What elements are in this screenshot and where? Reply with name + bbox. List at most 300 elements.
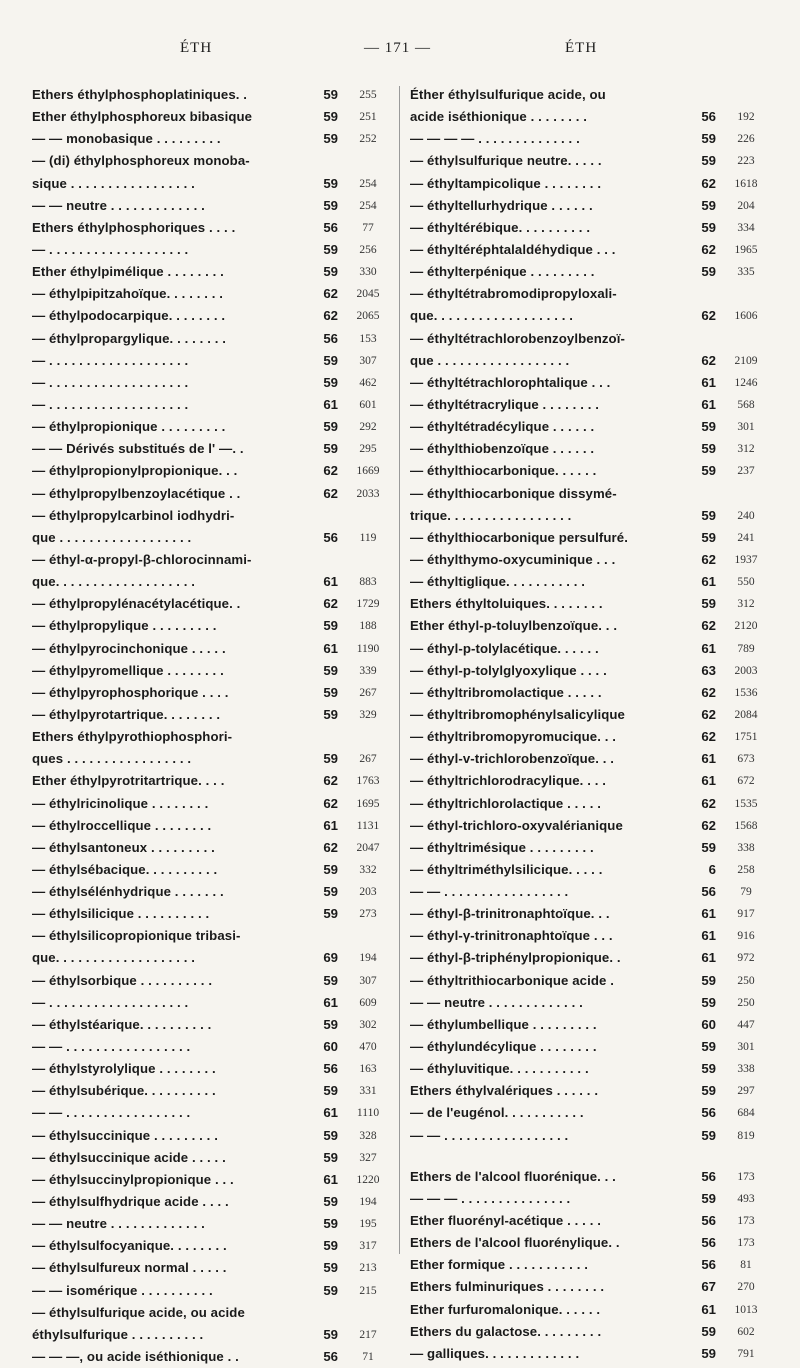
entry-volume: 56 xyxy=(701,1168,716,1184)
index-entry xyxy=(32,1125,390,1147)
entry-volume: 59 xyxy=(323,884,338,900)
entry-page: 240 xyxy=(737,509,755,522)
entry-volume: 61 xyxy=(323,396,338,412)
entry-page: 250 xyxy=(737,996,755,1009)
entry-volume: 62 xyxy=(323,596,338,612)
index-entry xyxy=(410,239,768,261)
entry-term: — éthylstyrolylique . . . . . . . . xyxy=(32,1061,216,1077)
entry-term: Ether éthylpyrotritartrique. . . . xyxy=(32,773,225,789)
index-entry xyxy=(32,217,390,239)
entry-volume: 6 xyxy=(708,861,716,877)
entry-page: 335 xyxy=(737,266,755,279)
entry-page: 328 xyxy=(359,1129,377,1142)
entry-term: que . . . . . . . . . . . . . . . . . . xyxy=(410,352,570,368)
entry-volume: 59 xyxy=(701,419,716,435)
page-header xyxy=(0,40,800,64)
entry-volume: 59 xyxy=(323,1127,338,1143)
entry-volume: 62 xyxy=(701,817,716,833)
entry-page: 789 xyxy=(737,642,755,655)
entry-term: Ether furfuromalonique. . . . . . xyxy=(410,1301,601,1317)
entry-page: 568 xyxy=(737,398,755,411)
entry-term: — éthylpodocarpique. . . . . . . . xyxy=(32,308,226,324)
index-entry xyxy=(32,992,390,1014)
index-entry xyxy=(32,1257,390,1279)
entry-term: — éthyltétrachlorophtalique . . . xyxy=(410,374,611,390)
entry-term: que . . . . . . . . . . . . . . . . . . xyxy=(32,529,192,545)
entry-term: — éthyl-β-triphénylpropionique. . xyxy=(410,950,621,966)
index-entry xyxy=(32,571,390,593)
entry-volume: 61 xyxy=(701,574,716,590)
entry-term: sique . . . . . . . . . . . . . . . . . xyxy=(32,175,195,191)
entry-page: 1965 xyxy=(734,243,758,256)
entry-page: 173 xyxy=(737,1237,755,1250)
entry-page: 301 xyxy=(737,1041,755,1054)
entry-volume: 59 xyxy=(323,1149,338,1165)
index-entry xyxy=(32,837,390,859)
entry-term: ques . . . . . . . . . . . . . . . . . xyxy=(32,751,192,767)
index-entry xyxy=(32,505,390,527)
index-entry xyxy=(410,483,768,505)
entry-term: — éthylpyrophosphorique . . . . xyxy=(32,684,229,700)
entry-page: 917 xyxy=(737,908,755,921)
entry-volume: 59 xyxy=(701,1061,716,1077)
entry-volume: 59 xyxy=(323,131,338,147)
entry-term: — éthyltribromophénylsalicylique xyxy=(410,706,625,722)
entry-term: — éthyluvitique. . . . . . . . . . . xyxy=(410,1061,589,1077)
index-entry xyxy=(410,1299,768,1321)
entry-volume: 59 xyxy=(323,241,338,257)
entry-page: 307 xyxy=(359,354,377,367)
entry-page: 2065 xyxy=(356,310,380,323)
entry-volume: 59 xyxy=(323,374,338,390)
entry-page: 251 xyxy=(359,111,377,124)
entry-page: 188 xyxy=(359,620,377,633)
entry-volume: 63 xyxy=(701,662,716,678)
entry-term: — éthyltriméthylsilicique. . . . . xyxy=(410,861,603,877)
entry-volume: 62 xyxy=(323,839,338,855)
entry-page: 470 xyxy=(359,1041,377,1054)
entry-volume: 62 xyxy=(701,684,716,700)
entry-page: 1190 xyxy=(356,642,380,655)
entry-term: — éthylundécylique . . . . . . . . xyxy=(410,1039,597,1055)
entry-page: 273 xyxy=(359,908,377,921)
index-entry xyxy=(32,1302,390,1324)
entry-term: — éthylsorbique . . . . . . . . . . xyxy=(32,972,213,988)
entry-volume: 61 xyxy=(701,950,716,966)
index-entry xyxy=(410,1232,768,1254)
index-entry xyxy=(410,128,768,150)
entry-volume: 59 xyxy=(323,1260,338,1276)
entry-term: Ethers éthylpyrothiophosphori- xyxy=(32,729,233,745)
index-entry xyxy=(32,859,390,881)
entry-page: 252 xyxy=(359,133,377,146)
index-entry xyxy=(32,150,390,172)
index-entry xyxy=(32,195,390,217)
index-entry xyxy=(32,638,390,660)
entry-volume: 61 xyxy=(701,640,716,656)
entry-volume: 62 xyxy=(701,706,716,722)
index-entry xyxy=(410,925,768,947)
entry-page: 334 xyxy=(737,221,755,234)
index-entry xyxy=(32,726,390,748)
entry-volume: 61 xyxy=(701,751,716,767)
entry-page: 330 xyxy=(359,266,377,279)
entry-page: 2120 xyxy=(734,620,758,633)
entry-term: acide iséthionique . . . . . . . . xyxy=(410,109,588,125)
entry-volume: 59 xyxy=(323,1194,338,1210)
entry-volume: 62 xyxy=(323,286,338,302)
entry-term: Ethers de l'alcool fluorénylique. . xyxy=(410,1235,620,1251)
entry-term: — éthyl-β-trinitronaphtoïque. . . xyxy=(410,906,610,922)
index-entry xyxy=(32,1346,390,1368)
entry-volume: 59 xyxy=(701,507,716,523)
index-entry xyxy=(32,1213,390,1235)
entry-volume: 62 xyxy=(323,463,338,479)
index-entry xyxy=(32,350,390,372)
index-entry xyxy=(410,1254,768,1276)
entry-term: — éthylpropionique . . . . . . . . . xyxy=(32,419,226,435)
index-entry xyxy=(410,372,768,394)
entry-page: 302 xyxy=(359,1018,377,1031)
entry-volume: 59 xyxy=(323,972,338,988)
entry-term: — éthylpipitzahoïque. . . . . . . . xyxy=(32,286,224,302)
entry-term: éthylsulfurique . . . . . . . . . . xyxy=(32,1326,204,1342)
index-entry xyxy=(410,438,768,460)
index-entry xyxy=(32,903,390,925)
index-entry xyxy=(410,748,768,770)
entry-volume: 59 xyxy=(701,1323,716,1339)
index-entry xyxy=(32,682,390,704)
entry-term: — éthyltétradécylique . . . . . . xyxy=(410,419,595,435)
entry-volume: 59 xyxy=(701,596,716,612)
entry-term: — éthyltellurhydrique . . . . . . xyxy=(410,197,593,213)
entry-page: 307 xyxy=(359,974,377,987)
entry-volume: 62 xyxy=(701,241,716,257)
index-column-right xyxy=(410,84,768,1365)
entry-term: — éthylsulfurique neutre. . . . . xyxy=(410,153,602,169)
entry-term: — éthyltétracrylique . . . . . . . . xyxy=(410,396,600,412)
index-entry xyxy=(410,1343,768,1365)
entry-page: 163 xyxy=(359,1063,377,1076)
index-entry xyxy=(410,1058,768,1080)
entry-term: — éthylpyrocinchonique . . . . . xyxy=(32,640,226,656)
entry-term: — éthyl-α-propyl-β-chlorocinnami- xyxy=(32,551,252,567)
entry-term: Ether fluorényl-acétique . . . . . xyxy=(410,1213,601,1229)
entry-term: — — monobasique . . . . . . . . . xyxy=(32,131,221,147)
index-entry xyxy=(32,925,390,947)
entry-volume: 59 xyxy=(701,1190,716,1206)
entry-volume: 61 xyxy=(701,396,716,412)
running-head-right: ÉTH xyxy=(565,40,598,56)
entry-volume: 59 xyxy=(323,684,338,700)
index-entry xyxy=(410,660,768,682)
entry-page: 447 xyxy=(737,1018,755,1031)
entry-term: Ethers du galactose. . . . . . . . . xyxy=(410,1323,602,1339)
entry-term: — éthyltiglique. . . . . . . . . . . xyxy=(410,574,586,590)
entry-page: 194 xyxy=(359,1196,377,1209)
entry-volume: 59 xyxy=(323,1216,338,1232)
entry-page: 267 xyxy=(359,686,377,699)
index-entry xyxy=(32,305,390,327)
entry-volume: 59 xyxy=(701,1039,716,1055)
entry-page: 213 xyxy=(359,1262,377,1275)
entry-term: — (di) éthylphosphoreux monoba- xyxy=(32,153,250,169)
entry-term: — éthylsilicique . . . . . . . . . . xyxy=(32,906,210,922)
entry-page: 332 xyxy=(359,863,377,876)
index-entry xyxy=(32,1235,390,1257)
entry-volume: 56 xyxy=(701,109,716,125)
index-entry xyxy=(32,947,390,969)
entry-volume: 59 xyxy=(323,906,338,922)
index-entry xyxy=(32,416,390,438)
entry-term: — éthyltérébique. . . . . . . . . . xyxy=(410,219,591,235)
index-entry xyxy=(410,283,768,305)
index-entry xyxy=(410,615,768,637)
entry-page: 223 xyxy=(737,155,755,168)
entry-volume: 61 xyxy=(323,817,338,833)
entry-term: — de l'eugénol. . . . . . . . . . . xyxy=(410,1105,584,1121)
entry-volume: 60 xyxy=(323,1039,338,1055)
entry-volume: 59 xyxy=(701,463,716,479)
index-entry xyxy=(32,527,390,549)
index-column-left xyxy=(32,84,390,1368)
entry-term: — . . . . . . . . . . . . . . . . . . . xyxy=(32,396,189,412)
entry-page: 1751 xyxy=(734,731,758,744)
entry-page: 258 xyxy=(737,863,755,876)
entry-page: 672 xyxy=(737,775,755,788)
entry-term: — éthyltrimésique . . . . . . . . . xyxy=(410,839,594,855)
entry-page: 2045 xyxy=(356,288,380,301)
entry-term: Ethers éthyltoluiques. . . . . . . . xyxy=(410,596,603,612)
index-entry xyxy=(410,970,768,992)
index-entry xyxy=(410,571,768,593)
entry-page: 301 xyxy=(737,421,755,434)
entry-term: que. . . . . . . . . . . . . . . . . . . xyxy=(32,950,196,966)
entry-volume: 69 xyxy=(323,950,338,966)
entry-page: 237 xyxy=(737,465,755,478)
entry-page: 317 xyxy=(359,1240,377,1253)
entry-page: 602 xyxy=(737,1325,755,1338)
entry-term: — éthyl-trichloro-oxyvalérianique xyxy=(410,817,623,833)
index-entry xyxy=(410,416,768,438)
index-entry xyxy=(410,328,768,350)
entry-term: Ethers éthylphosphoriques . . . . xyxy=(32,219,236,235)
entry-page: 609 xyxy=(359,996,377,1009)
index-entry xyxy=(410,1036,768,1058)
entry-volume: 62 xyxy=(323,773,338,789)
entry-volume: 59 xyxy=(701,529,716,545)
entry-volume: 56 xyxy=(323,529,338,545)
entry-page: 1729 xyxy=(356,598,380,611)
entry-term: — éthyltétrabromodipropyloxali- xyxy=(410,286,617,302)
index-entry xyxy=(410,261,768,283)
entry-term: — éthyltéréphtalaldéhydique . . . xyxy=(410,241,616,257)
entry-volume: 56 xyxy=(701,1105,716,1121)
index-entry xyxy=(32,328,390,350)
entry-term: — — —, ou acide iséthionique . . xyxy=(32,1349,239,1365)
entry-volume: 56 xyxy=(323,330,338,346)
index-entry xyxy=(410,505,768,527)
entry-volume: 61 xyxy=(323,640,338,656)
entry-page: 203 xyxy=(359,886,377,899)
entry-term: — — neutre . . . . . . . . . . . . . xyxy=(410,994,583,1010)
entry-term: — éthylthiobenzoïque . . . . . . xyxy=(410,441,595,457)
entry-page: 270 xyxy=(737,1281,755,1294)
index-entry xyxy=(410,1102,768,1124)
entry-term: — — — . . . . . . . . . . . . . . . xyxy=(410,1190,571,1206)
entry-volume: 59 xyxy=(701,1083,716,1099)
index-entry xyxy=(410,1166,768,1188)
entry-page: 1618 xyxy=(734,177,758,190)
index-entry xyxy=(32,106,390,128)
entry-volume: 62 xyxy=(701,308,716,324)
entry-term: — . . . . . . . . . . . . . . . . . . . xyxy=(32,241,189,257)
entry-page: 2003 xyxy=(734,664,758,677)
index-entry xyxy=(410,859,768,881)
column-divider xyxy=(399,86,400,1254)
entry-term: — éthylsuccinylpropionique . . . xyxy=(32,1171,234,1187)
entry-page: 1763 xyxy=(356,775,380,788)
entry-page: 255 xyxy=(359,89,377,101)
index-entry xyxy=(410,815,768,837)
entry-term: que. . . . . . . . . . . . . . . . . . . xyxy=(32,574,196,590)
index-entry xyxy=(32,394,390,416)
index-entry xyxy=(32,1191,390,1213)
entry-volume: 59 xyxy=(323,175,338,191)
entry-term: — éthylsilicopropionique tribasi- xyxy=(32,928,241,944)
entry-term: — éthylpropylénacétylacétique. . xyxy=(32,596,241,612)
entry-volume: 61 xyxy=(323,994,338,1010)
entry-page: 1535 xyxy=(734,797,758,810)
index-entry xyxy=(410,682,768,704)
entry-page: 312 xyxy=(737,443,755,456)
index-entry xyxy=(32,239,390,261)
entry-volume: 61 xyxy=(701,906,716,922)
entry-term: Ethers de l'alcool fluorénique. . . xyxy=(410,1168,616,1184)
index-entry xyxy=(32,793,390,815)
entry-page: 791 xyxy=(737,1347,755,1360)
entry-term: — . . . . . . . . . . . . . . . . . . . xyxy=(32,352,189,368)
entry-page: 1536 xyxy=(734,686,758,699)
index-entry xyxy=(410,460,768,482)
entry-term: — éthylthiocarbonique. . . . . . xyxy=(410,463,597,479)
entry-page: 338 xyxy=(737,1063,755,1076)
entry-page: 684 xyxy=(737,1107,755,1120)
entry-volume: 62 xyxy=(701,551,716,567)
entry-page: 295 xyxy=(359,443,377,456)
entry-page: 1131 xyxy=(356,819,380,832)
entry-page: 79 xyxy=(740,886,752,899)
entry-term: — — neutre . . . . . . . . . . . . . xyxy=(32,197,205,213)
entry-term: — éthylsuccinique . . . . . . . . . xyxy=(32,1127,218,1143)
entry-page: 250 xyxy=(737,974,755,987)
entry-volume: 56 xyxy=(323,1349,338,1365)
entry-page: 312 xyxy=(737,598,755,611)
entry-page: 292 xyxy=(359,421,377,434)
entry-page: 972 xyxy=(737,952,755,965)
index-entry xyxy=(32,1014,390,1036)
entry-term: — éthylpropylbenzoylacétique . . xyxy=(32,485,241,501)
entry-page: 339 xyxy=(359,664,377,677)
entry-term: — éthylstéarique. . . . . . . . . . xyxy=(32,1016,212,1032)
entry-volume: 56 xyxy=(323,219,338,235)
entry-term: — éthylsantoneux . . . . . . . . . xyxy=(32,839,215,855)
entry-page: 1695 xyxy=(356,797,380,810)
entry-volume: 67 xyxy=(701,1279,716,1295)
index-entry xyxy=(410,527,768,549)
entry-page: 215 xyxy=(359,1284,377,1297)
index-entry xyxy=(32,84,390,106)
entry-page: 2084 xyxy=(734,708,758,721)
entry-term: — éthyltrichlorolactique . . . . . xyxy=(410,795,601,811)
entry-term: — éthylsuccinique acide . . . . . xyxy=(32,1149,226,1165)
index-entry xyxy=(32,881,390,903)
entry-volume: 56 xyxy=(701,1257,716,1273)
entry-page: 2033 xyxy=(356,487,380,500)
index-entry xyxy=(32,660,390,682)
entry-volume: 56 xyxy=(701,1213,716,1229)
index-entry xyxy=(32,128,390,150)
index-entry xyxy=(410,1210,768,1232)
entry-page: 819 xyxy=(737,1129,755,1142)
entry-term: — — . . . . . . . . . . . . . . . . . xyxy=(410,884,569,900)
entry-volume: 59 xyxy=(323,1238,338,1254)
entry-page: 329 xyxy=(359,708,377,721)
entry-term: trique. . . . . . . . . . . . . . . . . xyxy=(410,507,572,523)
entry-volume: 62 xyxy=(701,175,716,191)
entry-volume: 59 xyxy=(323,264,338,280)
index-entry xyxy=(32,483,390,505)
entry-term: — éthyltrichlorodracylique. . . . xyxy=(410,773,607,789)
entry-term: — éthylricinolique . . . . . . . . xyxy=(32,795,209,811)
entry-volume: 62 xyxy=(701,352,716,368)
entry-term: — éthylsélénhydrique . . . . . . . xyxy=(32,884,224,900)
entry-term: — éthylthiocarbonique persulfuré. xyxy=(410,529,628,545)
entry-term: Ether formique . . . . . . . . . . . xyxy=(410,1257,588,1273)
entry-page: 2109 xyxy=(734,354,758,367)
index-entry xyxy=(32,615,390,637)
entry-volume: 60 xyxy=(701,1016,716,1032)
entry-volume: 59 xyxy=(701,994,716,1010)
entry-page: 673 xyxy=(737,753,755,766)
entry-page: 1246 xyxy=(734,376,758,389)
entry-page: 327 xyxy=(359,1151,377,1164)
entry-volume: 59 xyxy=(323,706,338,722)
index-entry xyxy=(32,460,390,482)
index-entry xyxy=(32,970,390,992)
entry-term: Ether éthylphosphoreux bibasique xyxy=(32,109,253,125)
entry-term: Ether éthyl-p-toluylbenzoïque. . . xyxy=(410,618,618,634)
entry-volume: 59 xyxy=(323,87,338,102)
entry-volume: 56 xyxy=(701,1235,716,1251)
entry-term: — éthylsulfurique acide, ou acide xyxy=(32,1304,245,1320)
entry-page: 883 xyxy=(359,576,377,589)
entry-volume: 59 xyxy=(323,1083,338,1099)
index-entry xyxy=(410,84,768,106)
entry-volume: 61 xyxy=(701,928,716,944)
entry-volume: 59 xyxy=(701,839,716,855)
entry-term: — éthyl-v-trichlorobenzoïque. . . xyxy=(410,751,615,767)
entry-page: 119 xyxy=(359,531,377,544)
entry-page: 916 xyxy=(737,930,755,943)
entry-term: Ethers éthylphosphoplatiniques. . xyxy=(32,87,248,102)
index-entry xyxy=(32,1147,390,1169)
entry-page: 173 xyxy=(737,1170,755,1183)
entry-term: — éthylsébacique. . . . . . . . . . xyxy=(32,861,218,877)
entry-term: — éthylpyrotartrique. . . . . . . . xyxy=(32,706,221,722)
entry-term: — — neutre . . . . . . . . . . . . . xyxy=(32,1216,205,1232)
entry-volume: 59 xyxy=(323,197,338,213)
